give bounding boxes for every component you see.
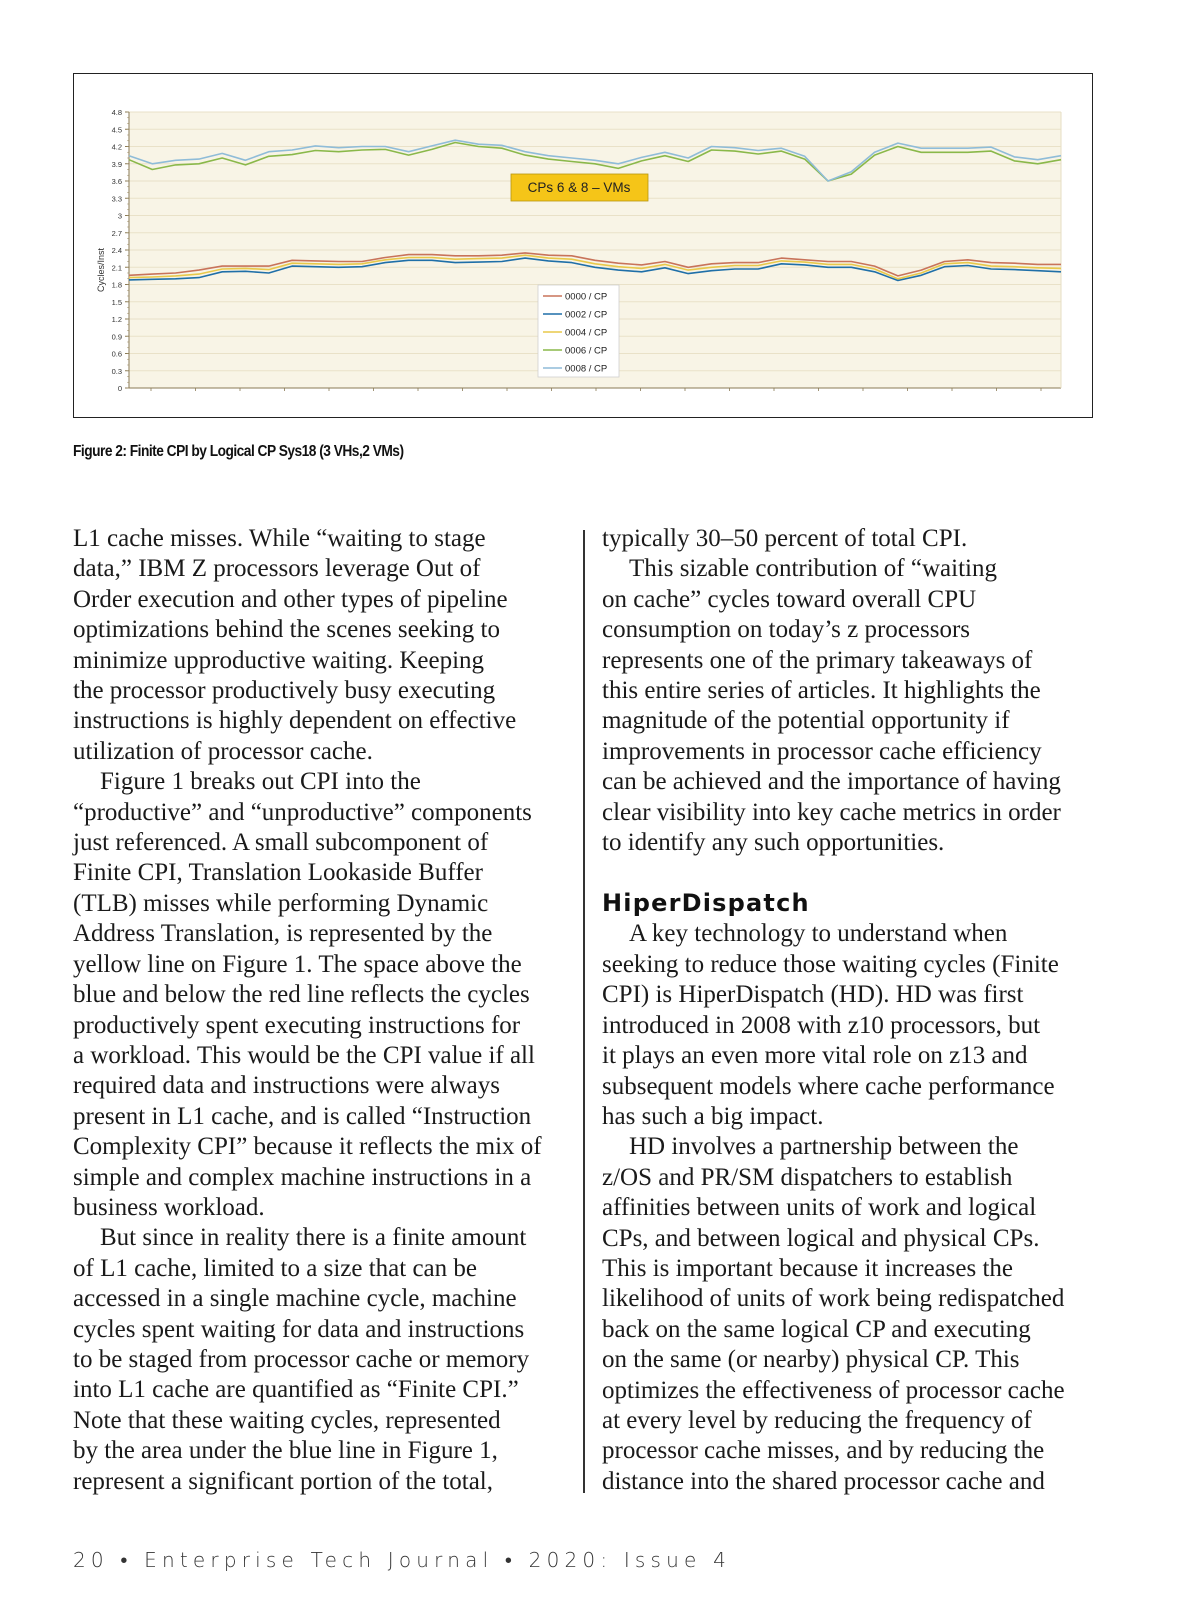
y-tick-label: 2.1 — [111, 263, 122, 273]
text-line: CPs, and between logical and physical CPs. — [602, 1224, 1040, 1252]
y-tick-label: 4.8 — [111, 108, 122, 117]
text-line: introduced in 2008 with z10 processors, but — [602, 1011, 1041, 1039]
text-line: L1 cache misses. While “waiting to stage — [73, 525, 486, 552]
text-line: instructions is highly dependent on effective — [73, 707, 517, 735]
text-line: data,” IBM Z processors leverage Out of — [73, 555, 481, 583]
text-line: CPI) is HiperDispatch (HD). HD was first — [602, 981, 1024, 1009]
y-tick-label: 3.3 — [111, 194, 122, 204]
text-line: But since in reality there is a finite amount — [100, 1224, 527, 1252]
text-line: likelihood of units of work being redispatched — [602, 1285, 1065, 1313]
text-line: at every level by reducing the frequency of — [602, 1406, 1032, 1434]
legend-label: 0004 / CP — [565, 327, 608, 339]
y-tick-label: 0.9 — [111, 332, 122, 342]
text-line: by the area under the blue line in Figure 1, — [73, 1437, 498, 1465]
text-line: to be staged from processor cache or memory — [73, 1345, 530, 1373]
y-tick-label: 0.6 — [111, 349, 122, 359]
text-line: processor cache misses, and by reducing the — [602, 1437, 1045, 1465]
y-tick-label: 3.6 — [111, 177, 122, 186]
text-line: This sizable contribution of “waiting — [629, 555, 997, 583]
figure-frame — [73, 73, 1093, 418]
text-line: productively spent executing instructions for — [73, 1011, 521, 1039]
text-line: the processor productively busy executing — [73, 677, 496, 705]
y-tick-label: 3.9 — [111, 159, 122, 169]
text-line: simple and complex machine instructions in a — [73, 1163, 532, 1191]
figure-caption: Figure 2: Finite CPI by Logical CP Sys18 (3 VHs,2 VMs) — [73, 443, 404, 460]
left-column — [73, 524, 573, 1497]
text-line: into L1 cache are quantified as “Finite CPI.” — [73, 1376, 519, 1404]
text-line: HD involves a partnership between the — [629, 1133, 1019, 1161]
text-line: Note that these waiting cycles, represented — [73, 1406, 501, 1434]
text-line: it plays an even more vital role on z13 and — [602, 1042, 1028, 1070]
text-line: blue and below the red line reflects the cycles — [73, 981, 530, 1009]
text-line: can be achieved and the importance of having — [602, 768, 1061, 796]
text-line: Figure 1 breaks out CPI into the — [100, 768, 421, 796]
text-line: to identify any such opportunities. — [602, 829, 945, 857]
right-column — [602, 524, 1102, 1497]
text-line: “productive” and “unproductive” components — [73, 798, 532, 826]
text-line: clear visibility into key cache metrics in order — [602, 798, 1061, 826]
legend-label: 0002 / CP — [565, 309, 608, 321]
text-line: cycles spent waiting for data and instructions — [73, 1315, 525, 1343]
text-line: Order execution and other types of pipeline — [73, 585, 508, 613]
text-line: yellow line on Figure 1. The space above the — [73, 950, 522, 978]
text-line: required data and instructions were always — [73, 1072, 500, 1100]
text-line: This is important because it increases the — [602, 1254, 1013, 1282]
text-line: distance into the shared processor cache and — [602, 1467, 1045, 1495]
y-tick-label: 3 — [117, 211, 122, 221]
y-tick-label: 2.4 — [111, 246, 122, 255]
y-tick-label: 4.2 — [111, 142, 122, 152]
text-line: Complexity CPI” because it reflects the mix of — [73, 1133, 542, 1161]
text-line: improvements in processor cache efficiency — [602, 737, 1042, 765]
text-line: (TLB) misses while performing Dynamic — [73, 889, 489, 917]
text-line: back on the same logical CP and executing — [602, 1315, 1031, 1343]
text-line: a workload. This would be the CPI value if all — [73, 1041, 535, 1069]
section-heading: HiperDispatch — [602, 889, 810, 918]
text-line: represent a significant portion of the total, — [73, 1467, 494, 1495]
y-tick-label: 1.8 — [111, 280, 122, 290]
legend-label: 0006 / CP — [565, 345, 608, 357]
y-tick-label: 1.5 — [111, 297, 122, 307]
annotation-label: CPs 6 & 8 – VMs — [527, 180, 631, 195]
y-axis-label: Cycles/Inst — [96, 247, 106, 293]
text-line: z/OS and PR/SM dispatchers to establish — [602, 1163, 1013, 1191]
text-line: affinities between units of work and logical — [602, 1194, 1037, 1222]
text-line: accessed in a single machine cycle, machine — [73, 1285, 517, 1313]
text-line: subsequent models where cache performance — [602, 1072, 1055, 1100]
legend-label: 0008 / CP — [565, 363, 608, 375]
y-tick-label: 1.2 — [111, 315, 122, 324]
text-line: A key technology to understand when — [629, 920, 1008, 948]
y-tick-label: 0.3 — [111, 366, 122, 376]
text-line: minimize upproductive waiting. Keeping — [73, 646, 485, 674]
text-line: typically 30–50 percent of total CPI. — [602, 525, 968, 552]
text-line: on cache” cycles toward overall CPU — [602, 585, 977, 613]
column-divider — [583, 530, 585, 1493]
text-line: present in L1 cache, and is called “Instruction — [73, 1102, 532, 1130]
legend-label: 0000 / CP — [565, 291, 608, 303]
text-line: of L1 cache, limited to a size that can be — [73, 1254, 477, 1282]
y-tick-label: 0 — [117, 384, 122, 393]
text-line: optimizations behind the scenes seeking to — [73, 616, 500, 644]
text-line: has such a big impact. — [602, 1102, 824, 1130]
text-line: on the same (or nearby) physical CP. This — [602, 1346, 1020, 1374]
text-line: just referenced. A small subcomponent of — [73, 829, 489, 857]
text-line: this entire series of articles. It highlights the — [602, 677, 1041, 705]
text-line: Address Translation, is represented by the — [73, 920, 493, 948]
text-line: optimizes the effectiveness of processor cache — [602, 1376, 1065, 1404]
text-line: Finite CPI, Translation Lookaside Buffer — [73, 859, 483, 887]
line-chart — [74, 74, 1094, 419]
text-line: consumption on today’s z processors — [602, 616, 971, 644]
text-line: utilization of processor cache. — [73, 737, 373, 765]
text-line: represents one of the primary takeaways of — [602, 646, 1033, 674]
text-line: business workload. — [73, 1193, 265, 1221]
y-tick-label: 4.5 — [111, 125, 122, 135]
page-footer: 20 • Enterprise Tech Journal • 2020: Issue 4 — [73, 1548, 732, 1572]
y-tick-label: 2.7 — [111, 228, 122, 238]
text-line: magnitude of the potential opportunity if — [602, 707, 1010, 735]
text-line: seeking to reduce those waiting cycles (Finite — [602, 950, 1059, 978]
